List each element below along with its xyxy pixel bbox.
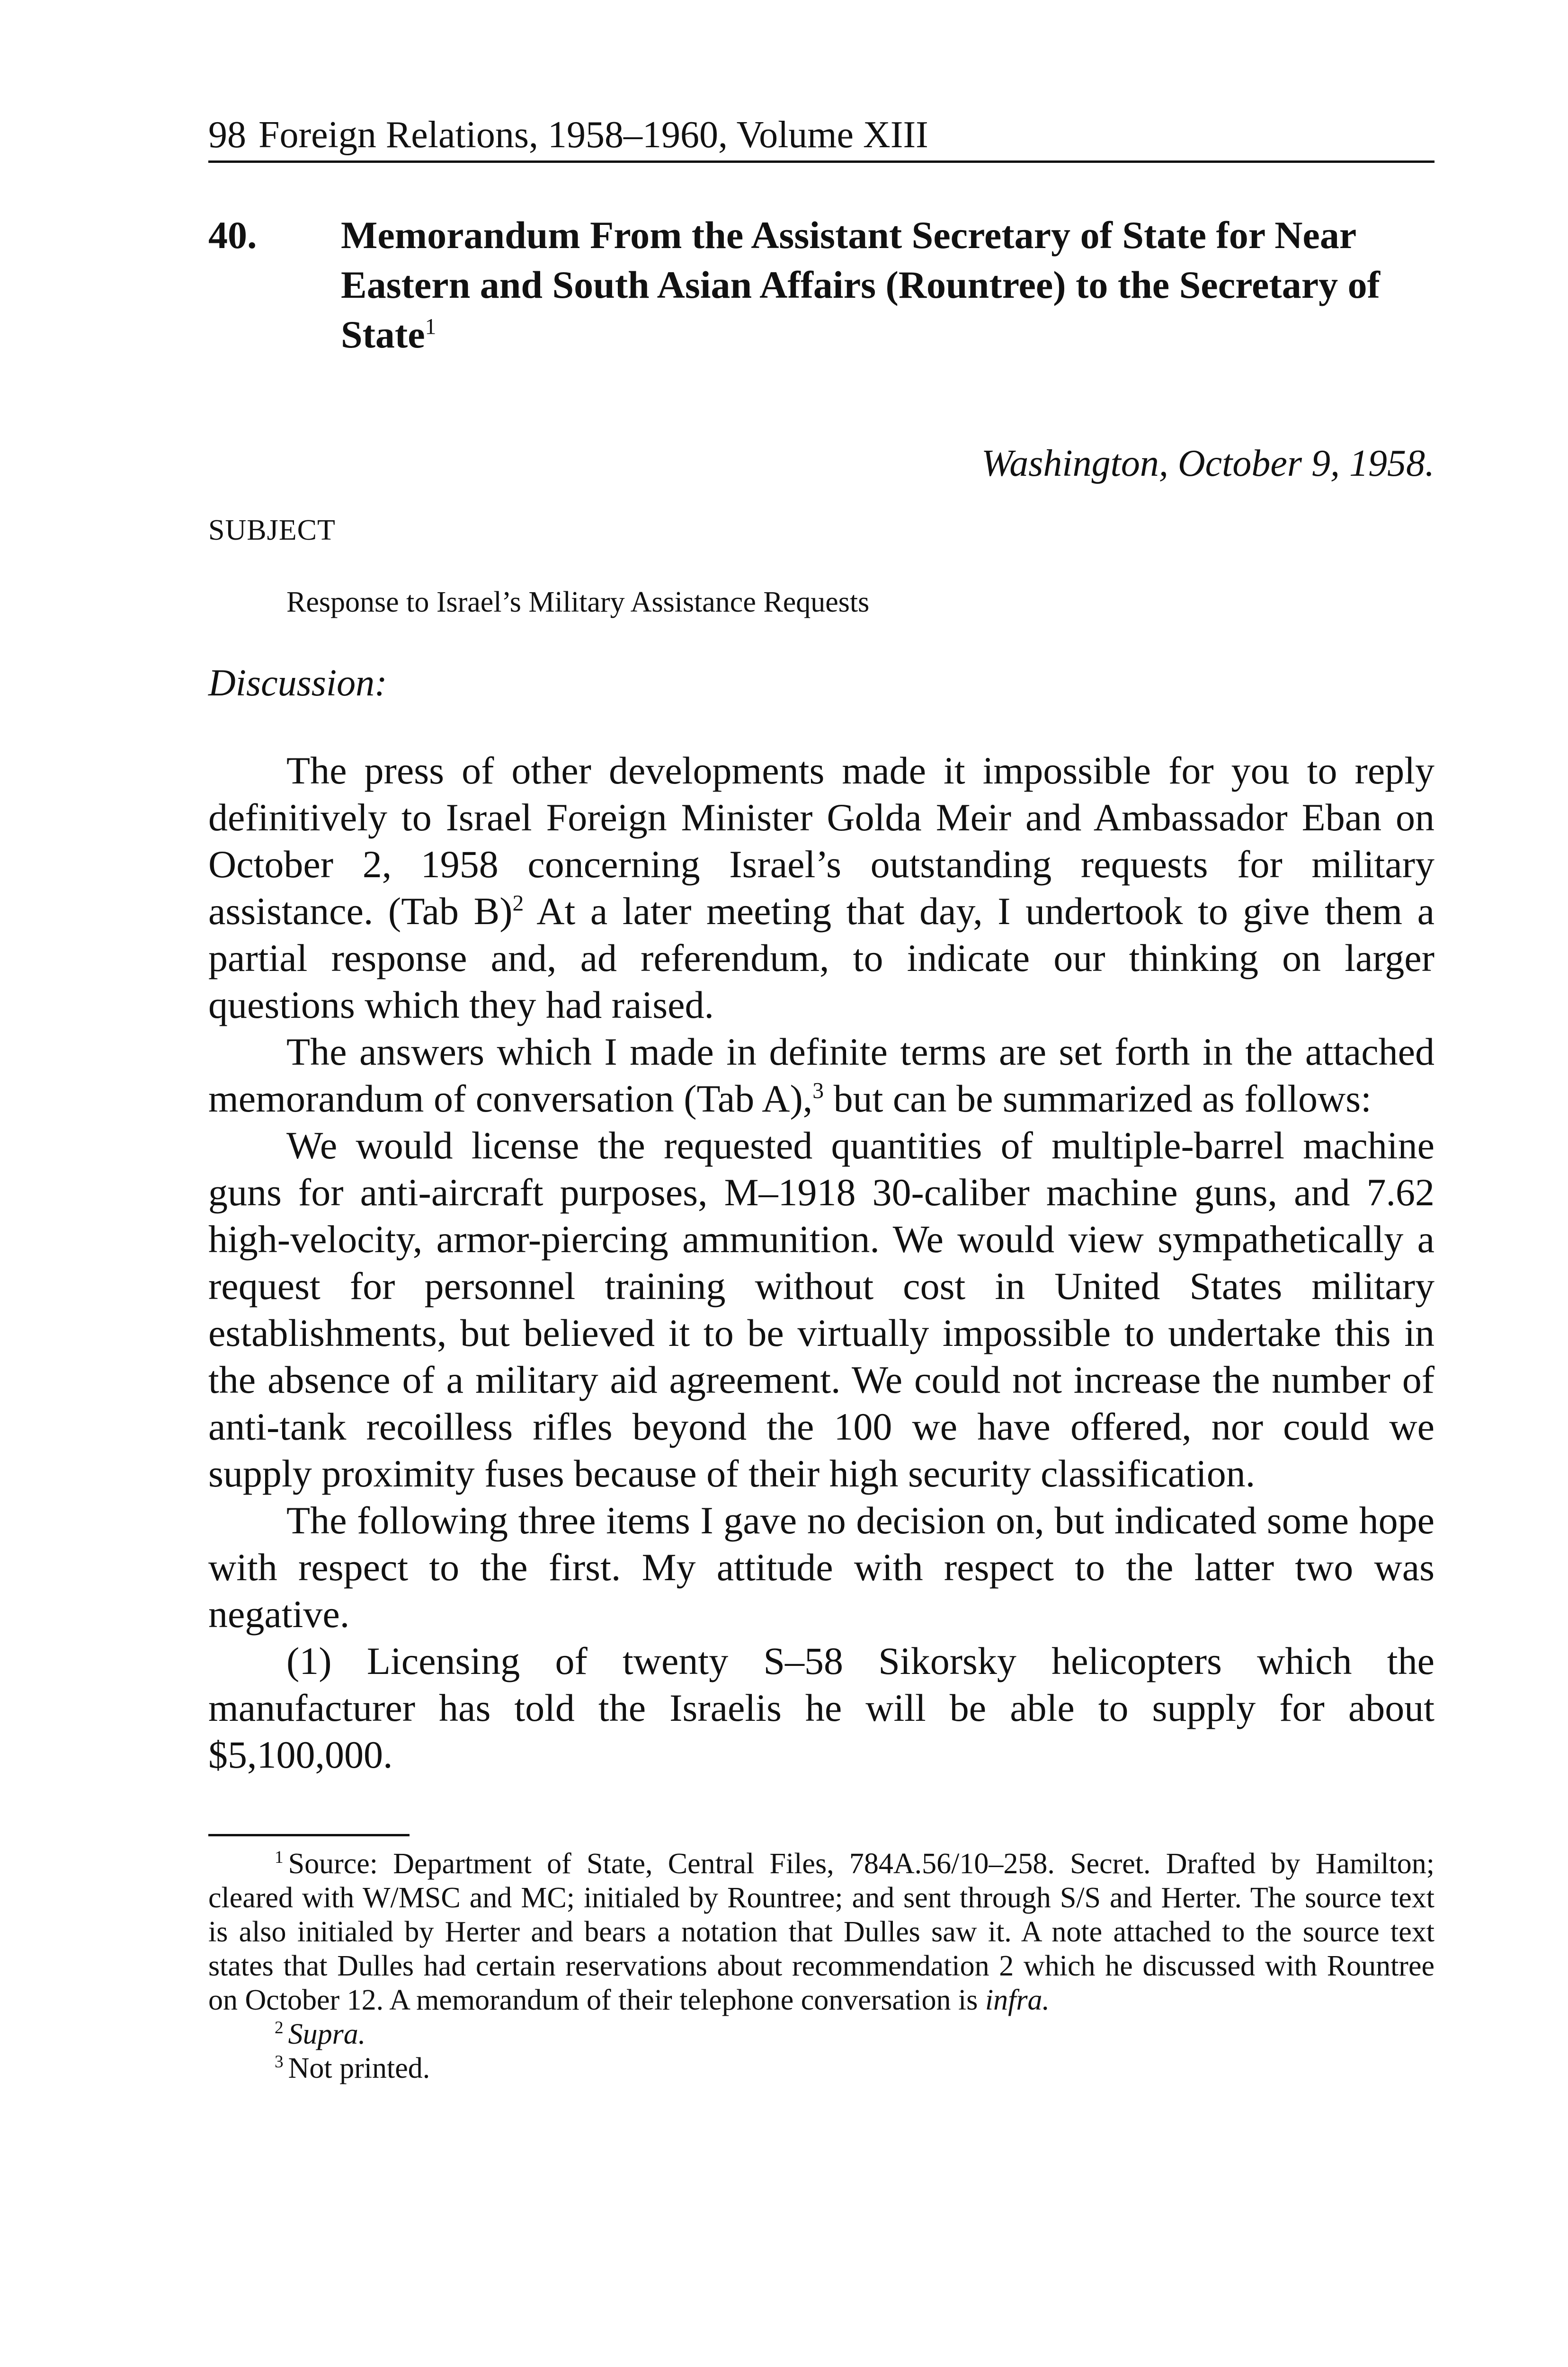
footnote-3-text: Not printed. — [288, 2052, 430, 2084]
footnote-2-mark: 2 — [275, 2018, 284, 2038]
document-title-block — [341, 210, 1434, 359]
footnote-ref-1[interactable]: 1 — [425, 314, 437, 339]
paragraph-1 — [208, 747, 1434, 1028]
document-title: Memorandum From the Assistant Secretary of State for Near Eastern and South Asian Affairs (Rountree) to the Secretary of State — [341, 214, 1380, 356]
page-number: 98 — [208, 114, 246, 156]
body-text — [208, 747, 1434, 1778]
paragraph-5: (1) Licensing of twenty S–58 Sikorsky helicopters which the manufacturer has told the Israelis he will be able to supply for about $5,100,000. — [208, 1639, 1434, 1776]
footnote-ref-2[interactable]: 2 — [512, 891, 524, 916]
dateline: Washington, October 9, 1958. — [981, 443, 1434, 484]
footnote-3-mark: 3 — [275, 2052, 284, 2072]
paragraph-3: We would license the requested quantities of multiple-barrel machine guns for anti-aircraft purposes, M–1918 30-caliber machine guns, and 7.62 high-velocity, armor-piercing ammunition. We would view sympathetically a request for personnel training without cost in United States military establishments, but believed it to be virtually impossible to undertake this in the absence of a military aid agreement. We could not increase the number of anti-tank recoilless rifles beyond the 100 we have offered, nor could we supply proximity fuses because of their high security classification. — [208, 1124, 1434, 1495]
subject-text: Response to Israel’s Military Assistance Requests — [286, 586, 870, 618]
discussion-label: Discussion: — [208, 662, 387, 704]
footnote-1-mark: 1 — [275, 1848, 284, 1868]
footnote-ref-3[interactable]: 3 — [812, 1078, 824, 1103]
paragraph-4: The following three items I gave no decision on, but indicated some hope with respect to the first. My attitude with respect to the latter two was negative. — [208, 1499, 1434, 1636]
paragraph-2 — [208, 1028, 1434, 1122]
running-head — [208, 116, 1434, 163]
paragraph-1-text-b: At a later meeting that day, I undertook to give them a partial response and, ad referendum, to indicate our thinking on larger questions which they had raised. — [208, 890, 1434, 1026]
footnote-1-text: Source: Department of State, Central Files, 784A.56/10–258. Secret. Drafted by Hamilton; cleared with W/MSC and MC; initialed by Rountree; and sent through S/S and Herter. The source text is also initialed by Herter and bears a notation that Dulles saw it. A note attached to the source text states that Dulles had certain reservations about recommendation 2 which he discussed with Rountree on October 12. A memorandum of their telephone conversation is — [208, 1848, 1434, 2016]
footnote-3 — [208, 2051, 1434, 2085]
paragraph-2-text-a: The answers which I made in definite terms are set forth in the attached memorandum of conversation (Tab A), — [208, 1030, 1434, 1120]
subject-label: SUBJECT — [208, 514, 336, 546]
footnote-2-text: Supra. — [288, 2018, 366, 2050]
footnotes — [208, 1847, 1434, 2085]
footnote-1 — [208, 1847, 1434, 2017]
paragraph-2-text-b: but can be summarized as follows: — [824, 1077, 1372, 1120]
document-number: 40. — [208, 214, 257, 257]
footnote-1-italic: infra. — [985, 1984, 1050, 2016]
document-heading — [208, 210, 1434, 359]
document-page — [208, 116, 1434, 2085]
series-title: Foreign Relations, 1958–1960, Volume XIII — [258, 114, 928, 156]
footnote-2 — [208, 2017, 1434, 2051]
footnote-divider — [208, 1834, 410, 1836]
paragraph-1-text-a: The press of other developments made it impossible for you to reply definitively to Israel Foreign Minister Golda Meir and Ambassador Eban on October 2, 1958 concerning Israel’s outstanding requests for military assistance. (Tab B) — [208, 749, 1434, 933]
